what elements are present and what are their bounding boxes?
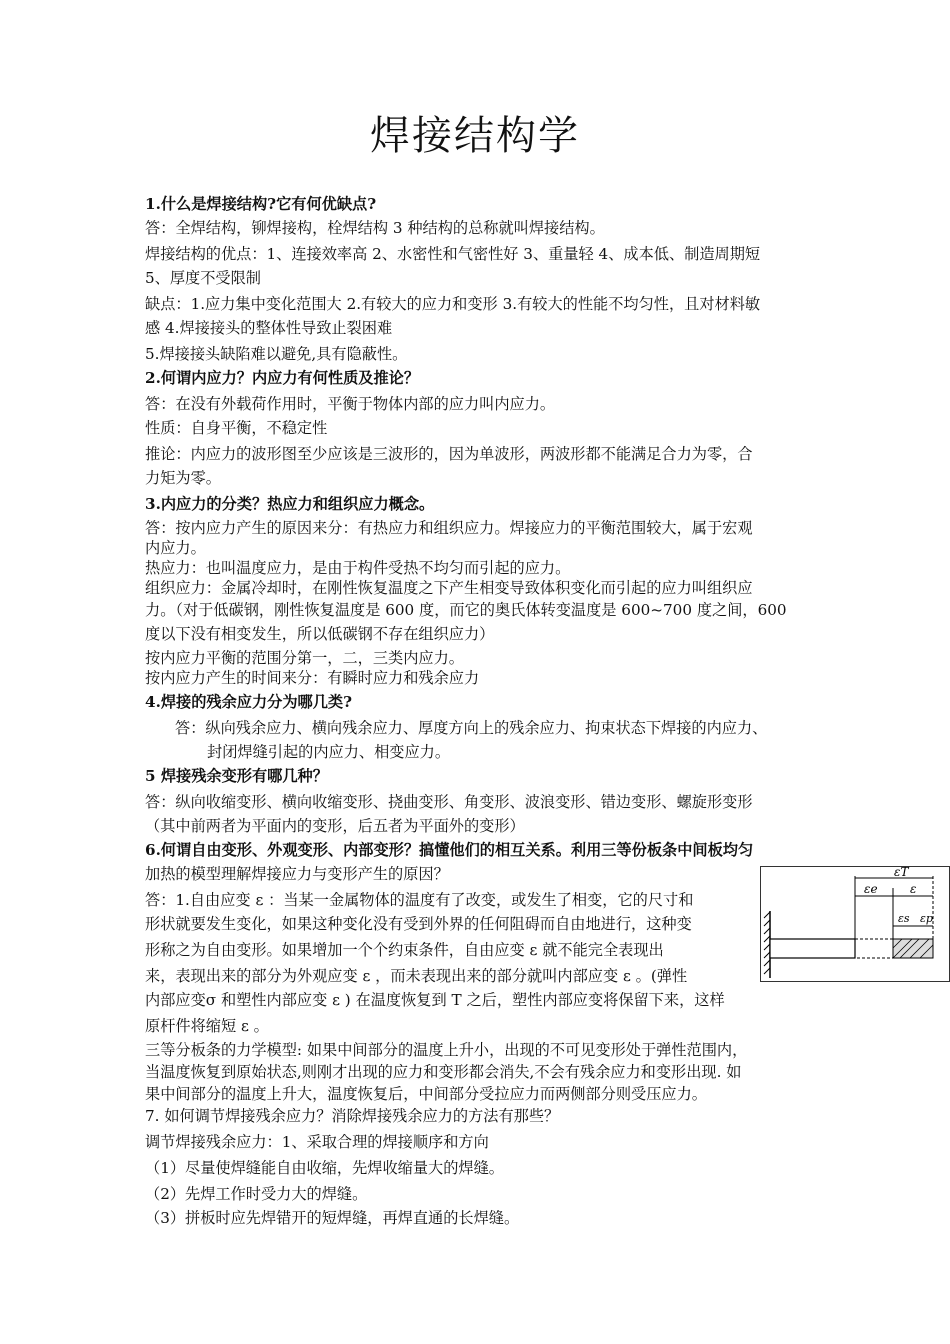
label-epsilon-p: εp bbox=[920, 912, 933, 925]
text-line: 5 焊接残余变形有哪几种？ bbox=[145, 767, 328, 785]
text-line: 内部应变σ 和塑性内部应变 ε ) 在温度恢复到 T 之后，塑性内部应变将保留下来，这样 bbox=[145, 991, 725, 1009]
text-line: 内应力。 bbox=[145, 539, 206, 557]
text-line: 力矩为零。 bbox=[145, 469, 221, 487]
text-line: 2.何谓内应力？内应力有何性质及推论？ bbox=[145, 369, 420, 387]
label-epsilon-s: εs bbox=[898, 912, 910, 925]
text-line: 形称之为自由变形。如果增加一个个约束条件，自由应变 ε 就不能完全表现出 bbox=[145, 941, 664, 959]
text-line: 焊接结构的优点：1、连接效率高 2、水密性和气密性好 3、重量轻 4、成本低、制造周期短 bbox=[145, 245, 761, 263]
text-line: 果中间部分的温度上升大，温度恢复后，中间部分受拉应力而两侧部分则受压应力。 bbox=[145, 1085, 707, 1103]
text-line: （其中前两者为平面内的变形，后五者为平面外的变形） bbox=[145, 817, 525, 835]
text-line: 性质：自身平衡，不稳定性 bbox=[145, 419, 328, 437]
document-title: 焊接结构学 bbox=[370, 113, 580, 159]
text-line: 5、厚度不受限制 bbox=[145, 269, 261, 287]
text-line: 3.内应力的分类？热应力和组织应力概念。 bbox=[145, 495, 435, 513]
text-line: 推论：内应力的波形图至少应该是三波形的，因为单波形，两波形都不能满足合力为零，合 bbox=[145, 445, 753, 463]
text-line: 调节焊接残余应力：1、采取合理的焊接顺序和方向 bbox=[145, 1133, 489, 1151]
text-line: 形状就要发生变化，如果这种变化没有受到外界的任何阻碍而自由地进行，这种变 bbox=[145, 915, 692, 933]
text-line: 三等分板条的力学模型: 如果中间部分的温度上升小，出现的不可见变形处于弹性范围内， bbox=[145, 1041, 748, 1059]
text-line: 4.焊接的残余应力分为哪几类? bbox=[145, 693, 353, 711]
text-line: 力。（对于低碳钢，刚性恢复温度是 600 度，而它的奥氏体转变温度是 600~700 度之间，600 bbox=[145, 601, 787, 619]
text-line: 5.焊接接头缺陷难以避免,具有隐蔽性。 bbox=[145, 345, 408, 363]
text-line: （3）拼板时应先焊错开的短焊缝，再焊直通的长焊缝。 bbox=[145, 1209, 520, 1227]
text-line: 答：在没有外载荷作用时，平衡于物体内部的应力叫内应力。 bbox=[145, 395, 556, 413]
label-epsilon-e: εe bbox=[864, 882, 878, 896]
text-line: 当温度恢复到原始状态,则刚才出现的应力和变形都会消失,不会有残余应力和变形出现. 如 bbox=[145, 1063, 742, 1081]
text-line: 封闭焊缝引起的内应力、相变应力。 bbox=[207, 743, 450, 761]
text-line: （1）尽量使焊缝能自由收缩，先焊收缩量大的焊缝。 bbox=[145, 1159, 504, 1177]
text-line: 答：全焊结构，铆焊接构，栓焊结构 3 种结构的总称就叫焊接结构。 bbox=[145, 219, 605, 237]
text-line: 7. 如何调节焊接残余应力？消除焊接残余应力的方法有那些？ bbox=[145, 1107, 560, 1125]
deformation-diagram bbox=[760, 866, 950, 982]
text-line: （2）先焊工作时受力大的焊缝。 bbox=[145, 1185, 368, 1203]
text-line: 缺点：1.应力集中变化范围大 2.有较大的应力和变形 3.有较大的性能不均匀性，且对材料敏 bbox=[145, 295, 761, 313]
text-line: 1.什么是焊接结构?它有何优缺点? bbox=[145, 195, 377, 213]
text-line: 加热的模型理解焊接应力与变形产生的原因？ bbox=[145, 865, 449, 883]
text-line: 度以下没有相变发生，所以低碳钢不存在组织应力） bbox=[145, 625, 495, 643]
text-line: 组织应力：金属冷却时，在刚性恢复温度之下产生相变导致体积变化而引起的应力叫组织应 bbox=[145, 579, 753, 597]
text-line: 按内应力产生的时间来分：有瞬时应力和残余应力 bbox=[145, 669, 480, 687]
text-line: 原杆件将缩短 ε 。 bbox=[145, 1017, 269, 1035]
text-line: 来，表现出来的部分为外观应变 ε ，而未表现出来的部分就叫内部应变 ε 。(弹性 bbox=[145, 967, 688, 985]
text-line: 按内应力平衡的范围分第一，二，三类内应力。 bbox=[145, 649, 464, 667]
text-line: 答：1.自由应变 ε ：当某一金属物体的温度有了改变，或发生了相变，它的尺寸和 bbox=[145, 891, 694, 909]
label-epsilon-t: εT bbox=[894, 866, 909, 879]
text-line: 热应力：也叫温度应力，是由于构件受热不均匀而引起的应力。 bbox=[145, 559, 571, 577]
text-line: 6.何谓自由变形、外观变形、内部变形？搞懂他们的相互关系。利用三等份板条中间板均匀 bbox=[145, 841, 754, 859]
text-line: 答：纵向残余应力、横向残余应力、厚度方向上的残余应力、拘束状态下焊接的内应力、 bbox=[175, 719, 768, 737]
label-epsilon: ε bbox=[910, 882, 917, 896]
text-line: 答：纵向收缩变形、横向收缩变形、挠曲变形、角变形、波浪变形、错边变形、螺旋形变形 bbox=[145, 793, 753, 811]
text-line: 答：按内应力产生的原因来分：有热应力和组织应力。焊接应力的平衡范围较大，属于宏观 bbox=[145, 519, 753, 537]
text-line: 感 4.焊接接头的整体性导致止裂困难 bbox=[145, 319, 393, 337]
